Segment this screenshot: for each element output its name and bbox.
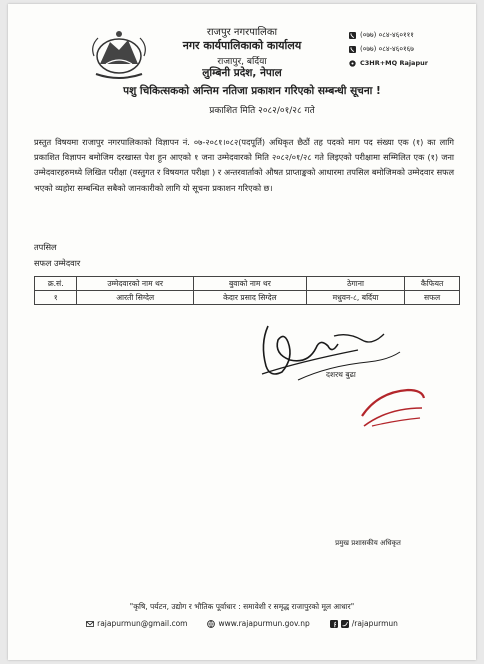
- column-header: कैफियत: [405, 277, 460, 291]
- notice-paragraph: प्रस्तुत विषयमा राजापुर नगरपालिकाको विज्ञापन नं. ०७-२०८१।०८२(पदपूर्ति) अधिकृत छैठौं तह पदको माग पद संख्या एक (१) का लागि प्रकाशित विज्ञापन बमोजिम दरखास्त पेश हुन आएको १ जना उम्मेदवारको मिति २०८२/०१/२८ गते लिइएको परीक्षामा सम्मिलित एक (१) जना उम्मेदवारहरुमध्ये लिखित परीक्षा (वस्तुगत र विषयगत परीक्षा ) र अन्तरवार्ताको औषत प्राप्ताङ्कको आधारमा तपसिल बमोजिमको उम्मेदवार सफल भएको व्यहोरा सम्बन्धित सबैको जानकारीको लागि यो सूचना प्रकाशन गरिएको छ।: [34, 137, 454, 193]
- phone-icon: [349, 32, 356, 39]
- notice-page: [8, 4, 476, 660]
- notice-title: पशु चिकित्सकको अन्तिम नतिजा प्रकाशन गरिएको सम्बन्धी सूचना !: [123, 85, 381, 97]
- footer-email: rajapurmun@gmail.com: [86, 619, 187, 628]
- office-location: राजापुर, बर्दिया: [217, 57, 267, 67]
- contact-phone-1: (०७७) ०८४-४६०१११: [349, 31, 414, 40]
- column-header: उम्मेदवारको नाम थर: [77, 277, 194, 291]
- details-heading: तपसिल: [34, 242, 57, 252]
- footer-website: www.rajapurmun.gov.np: [207, 619, 309, 628]
- table-header-row: [35, 277, 460, 291]
- phone-icon: [349, 46, 356, 53]
- result-table: [34, 276, 460, 305]
- contact-phone-2: (०७७) ०८४-४६०१६७: [349, 45, 414, 54]
- table-cell: मधुवन-८, बर्दिया: [306, 291, 404, 305]
- twitter-icon: [341, 620, 349, 628]
- email-icon: [86, 620, 94, 628]
- location-pin-icon: [349, 60, 356, 67]
- contact-location-tag: C3HR+MQ Rajapur: [349, 59, 428, 67]
- table-row: [35, 291, 460, 305]
- column-header: बुवाको नाम थर: [193, 277, 306, 291]
- footer-social: /rajapurmun: [330, 619, 398, 628]
- office-name: नगर कार्यपालिकाको कार्यालय: [182, 39, 302, 52]
- table-cell: आरती सिग्देल: [77, 291, 194, 305]
- facebook-icon: [330, 620, 338, 628]
- table-cell: सफल: [405, 291, 460, 305]
- signatory-title: प्रमुख प्रशासकीय अधिकृत: [335, 539, 401, 547]
- successful-candidate-heading: सफल उम्मेदवार: [34, 258, 81, 268]
- published-date: प्रकाशित मिति २०८२/०१/२८ गते: [209, 106, 315, 116]
- municipality-name: राजपुर नगरपालिका: [206, 27, 278, 38]
- column-header: ठेगाना: [306, 277, 404, 291]
- globe-icon: [207, 620, 215, 628]
- footer-slogan: "कृषि, पर्यटन, उद्योग र भौतिक पूर्वाधार : समावेशी र समृद्ध राजापुरको मूल आधार": [129, 602, 355, 611]
- office-seal-stamp: [358, 386, 428, 430]
- table-cell: १: [35, 291, 77, 305]
- table-cell: केदार प्रसाद सिग्देल: [193, 291, 306, 305]
- province-name: लुम्बिनी प्रदेश, नेपाल: [202, 67, 282, 79]
- column-header: क्र.सं.: [35, 277, 77, 291]
- footer-contact-bar: [8, 619, 476, 628]
- signatory-name: दशरथ बुढा: [326, 370, 356, 379]
